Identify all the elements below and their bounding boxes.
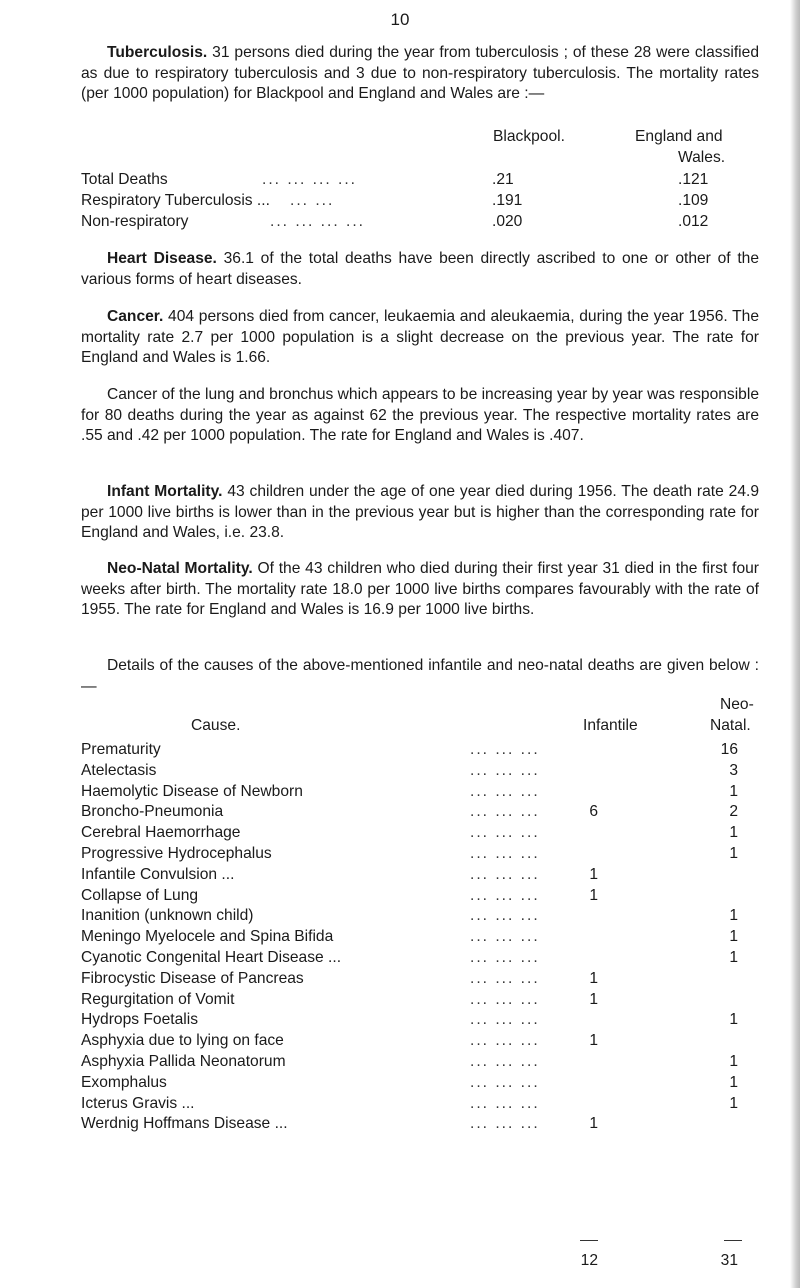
tb-col-england-2: Wales. xyxy=(678,149,726,166)
tuberculosis-paragraph xyxy=(81,43,759,105)
cancer-heading: Cancer. xyxy=(107,308,164,325)
cause-neonatal-count: 1 xyxy=(729,1011,738,1028)
table-row xyxy=(0,1010,800,1030)
cause-neonatal-count: 1 xyxy=(729,1074,738,1091)
neonatal-total: 31 xyxy=(720,1252,738,1269)
cause-neonatal-count: 3 xyxy=(729,762,738,779)
table-row xyxy=(0,802,800,822)
leader-dots: ... ... ... xyxy=(470,824,540,841)
leader-dots: ... ... ... xyxy=(470,803,540,820)
tb-row-label: Respiratory Tuberculosis ... xyxy=(81,192,270,209)
infant-mortality-paragraph xyxy=(81,482,759,544)
heart-disease-paragraph xyxy=(81,249,759,290)
cause-infantile-count: 1 xyxy=(589,991,598,1008)
leader-dots: ... ... ... xyxy=(470,1053,540,1070)
cause-infantile-count: 1 xyxy=(589,887,598,904)
cause-label: Cyanotic Congenital Heart Disease ... xyxy=(81,949,342,966)
cause-neonatal-count: 2 xyxy=(729,803,738,820)
leader-dots: ... ... ... xyxy=(470,928,540,945)
cause-label: Asphyxia Pallida Neonatorum xyxy=(81,1053,286,1070)
infantile-total-rule xyxy=(580,1240,598,1241)
heart-disease-body: 36.1 of the total deaths have been directly ascribed to one or other of the various forms of heart diseases. xyxy=(81,250,759,288)
neonatal-mortality-heading: Neo-Natal Mortality. xyxy=(107,560,253,577)
causes-col-cause: Cause. xyxy=(191,717,241,734)
neonatal-mortality-paragraph xyxy=(81,559,759,621)
cause-infantile-count: 6 xyxy=(589,803,598,820)
infant-mortality-body: 43 children under the age of one year died during 1956. The death rate 24.9 per 1000 live births is lower than in the previous year but is higher than the corresponding rate for England and Wales, i.e. 23.8. xyxy=(81,483,759,542)
leader-dots: ... ... ... xyxy=(470,1011,540,1028)
table-row xyxy=(0,1094,800,1114)
table-row xyxy=(0,1114,800,1134)
cause-infantile-count: 1 xyxy=(589,1115,598,1132)
table-row xyxy=(0,844,800,864)
tb-row-blackpool: .21 xyxy=(492,171,514,188)
table-row xyxy=(0,823,800,843)
cancer-body: 404 persons died from cancer, leukaemia and aleukaemia, during the year 1956. The mortality rate 2.7 per 1000 population is a slight decrease on the previous year. The rate for England and Wales is 1.66. xyxy=(81,308,759,367)
cause-neonatal-count: 1 xyxy=(729,949,738,966)
cause-label: Meningo Myelocele and Spina Bifida xyxy=(81,928,334,945)
cause-label: Prematurity xyxy=(81,741,161,758)
causes-intro-paragraph xyxy=(81,656,759,697)
table-row xyxy=(0,969,800,989)
cause-infantile-count: 1 xyxy=(589,970,598,987)
table-row xyxy=(0,886,800,906)
cause-neonatal-count: 1 xyxy=(729,928,738,945)
tb-row-label: Non-respiratory xyxy=(81,213,189,230)
cause-infantile-count: 1 xyxy=(589,1032,598,1049)
cause-label: Collapse of Lung xyxy=(81,887,199,904)
neonatal-mortality-body: Of the 43 children who died during their first year 31 died in the first four weeks after birth. The mortality rate 18.0 per 1000 live births compares favourably with the rate of 1955. The rate for England and Wales is 16.9 per 1000 live births. xyxy=(81,560,759,619)
leader-dots: ... ... ... xyxy=(470,949,540,966)
table-row xyxy=(0,740,800,760)
leader-dots: ... ... ... ... xyxy=(262,171,357,188)
tb-row-label: Total Deaths xyxy=(81,171,168,188)
leader-dots: ... ... ... xyxy=(470,1095,540,1112)
tb-row-england: .109 xyxy=(678,192,709,209)
causes-col-neo-1: Neo- xyxy=(720,696,754,713)
cancer-paragraph xyxy=(81,307,759,369)
cause-label: Asphyxia due to lying on face xyxy=(81,1032,284,1049)
cause-label: Cerebral Haemorrhage xyxy=(81,824,241,841)
causes-intro: Details of the causes of the above-mentioned infantile and neo-natal deaths are given below :— xyxy=(81,657,759,695)
heart-disease-heading: Heart Disease. xyxy=(107,250,217,267)
leader-dots: ... ... xyxy=(290,192,335,209)
table-row xyxy=(0,865,800,885)
lung-cancer-paragraph xyxy=(81,385,759,447)
cause-neonatal-count: 1 xyxy=(729,1095,738,1112)
cause-label: Exomphalus xyxy=(81,1074,167,1091)
leader-dots: ... ... ... xyxy=(470,783,540,800)
cause-label: Broncho-Pneumonia xyxy=(81,803,224,820)
cause-neonatal-count: 1 xyxy=(729,824,738,841)
causes-col-neo-2: Natal. xyxy=(710,717,751,734)
cause-label: Fibrocystic Disease of Pancreas xyxy=(81,970,304,987)
table-row xyxy=(0,1073,800,1093)
leader-dots: ... ... ... xyxy=(470,1032,540,1049)
causes-col-infantile: Infantile xyxy=(583,717,638,734)
cause-neonatal-count: 1 xyxy=(729,1053,738,1070)
table-row xyxy=(0,927,800,947)
leader-dots: ... ... ... xyxy=(470,762,540,779)
leader-dots: ... ... ... xyxy=(470,1074,540,1091)
cause-label: Progressive Hydrocephalus xyxy=(81,845,272,862)
table-row xyxy=(0,906,800,926)
lung-cancer-body: Cancer of the lung and bronchus which appears to be increasing year by year was responsible for 80 deaths during the year as against 62 the previous year. The respective mortality rates are .55 and .42 per 1000 population. The rate for England and Wales is .407. xyxy=(81,386,759,445)
tuberculosis-body: 31 persons died during the year from tuberculosis ; of these 28 were classified as due to respiratory tuberculosis and 3 due to non-respiratory tuberculosis. The mortality rates (per 1000 population) for Blackpool and England and Wales are :— xyxy=(81,44,759,103)
cause-label: Regurgitation of Vomit xyxy=(81,991,235,1008)
tb-col-blackpool: Blackpool. xyxy=(493,128,565,145)
cause-label: Inanition (unknown child) xyxy=(81,907,254,924)
tuberculosis-heading: Tuberculosis. xyxy=(107,44,208,61)
leader-dots: ... ... ... xyxy=(470,907,540,924)
page-number: 10 xyxy=(390,10,410,29)
leader-dots: ... ... ... xyxy=(470,866,540,883)
cause-neonatal-count: 16 xyxy=(720,741,738,758)
cause-neonatal-count: 1 xyxy=(729,907,738,924)
leader-dots: ... ... ... xyxy=(470,1115,540,1132)
cause-neonatal-count: 1 xyxy=(729,845,738,862)
table-row xyxy=(0,761,800,781)
infantile-total: 12 xyxy=(580,1252,598,1269)
table-row xyxy=(0,782,800,802)
tb-row-blackpool: .191 xyxy=(492,192,523,209)
tb-row-england: .121 xyxy=(678,171,709,188)
leader-dots: ... ... ... xyxy=(470,991,540,1008)
table-row xyxy=(0,948,800,968)
neonatal-total-rule xyxy=(724,1240,742,1241)
infant-mortality-heading: Infant Mortality. xyxy=(107,483,223,500)
leader-dots: ... ... ... xyxy=(470,845,540,862)
table-row xyxy=(0,170,800,190)
cause-label: Icterus Gravis ... xyxy=(81,1095,195,1112)
tb-row-england: .012 xyxy=(678,213,709,230)
cause-infantile-count: 1 xyxy=(589,866,598,883)
tb-col-england-1: England and xyxy=(635,128,723,145)
table-row xyxy=(0,212,800,232)
leader-dots: ... ... ... xyxy=(470,741,540,758)
cause-label: Haemolytic Disease of Newborn xyxy=(81,783,303,800)
leader-dots: ... ... ... xyxy=(470,970,540,987)
table-row xyxy=(0,191,800,211)
leader-dots: ... ... ... ... xyxy=(270,213,365,230)
leader-dots: ... ... ... xyxy=(470,887,540,904)
table-row xyxy=(0,990,800,1010)
tb-row-blackpool: .020 xyxy=(492,213,523,230)
cause-label: Werdnig Hoffmans Disease ... xyxy=(81,1115,288,1132)
table-row xyxy=(0,1052,800,1072)
table-row xyxy=(0,1031,800,1051)
cause-label: Hydrops Foetalis xyxy=(81,1011,198,1028)
cause-label: Infantile Convulsion ... xyxy=(81,866,235,883)
cause-label: Atelectasis xyxy=(81,762,157,779)
cause-neonatal-count: 1 xyxy=(729,783,738,800)
